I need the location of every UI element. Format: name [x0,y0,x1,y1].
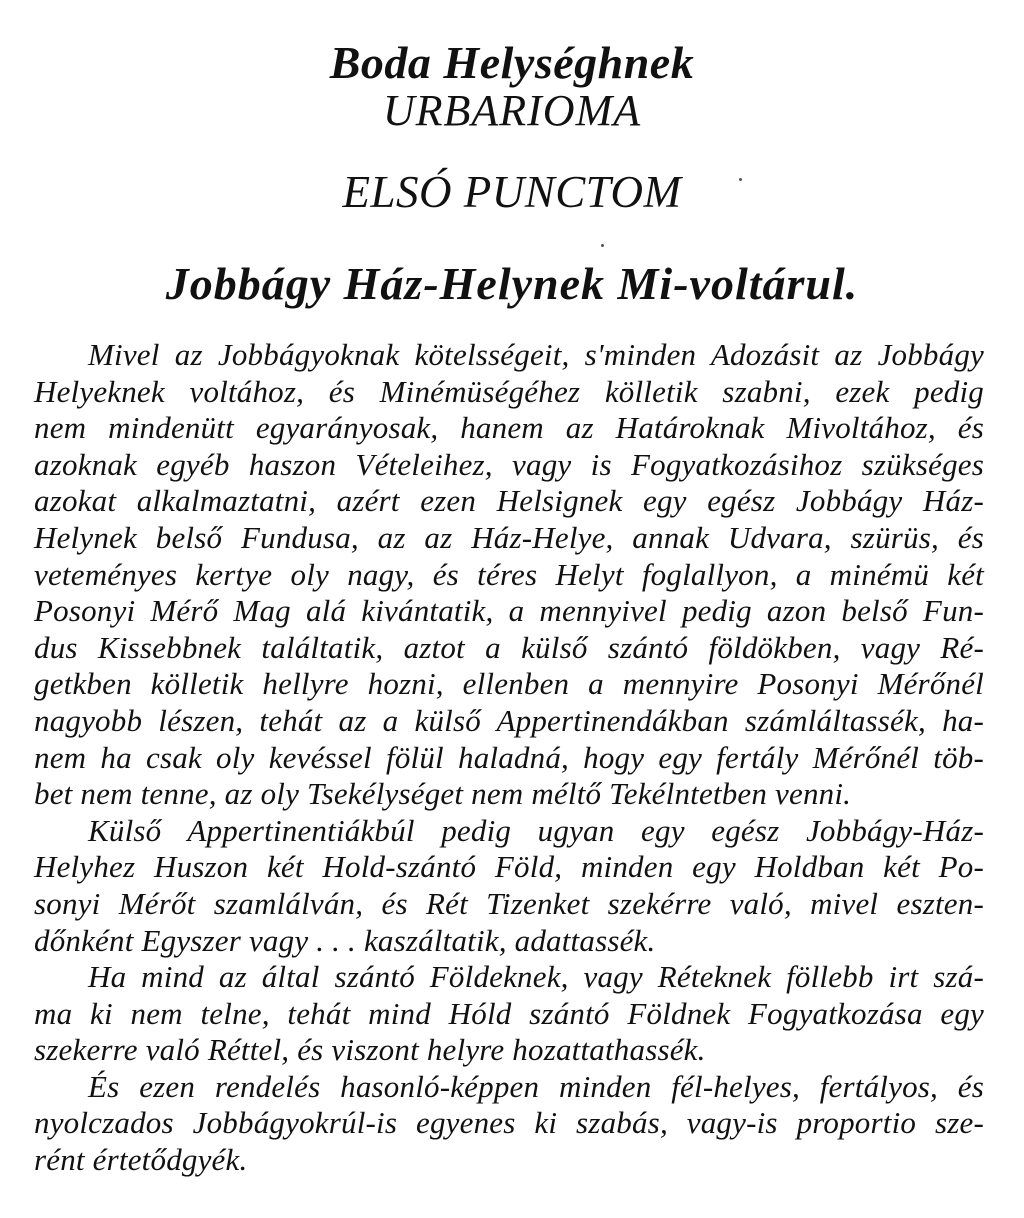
text-line: nagyobb lészen, tehát az a külső Appertinendákban számláltassék, ha- [34,702,984,738]
text-line: Helynek belső Fundusa, az az Ház-Helye, annak Udvara, szürüs, és [34,519,984,555]
text-line: Posonyi Mérő Mag alá kivántatik, a mennyivel pedig azon belső Fun- [34,593,984,629]
text-line: rént értetődgyék. [34,1142,248,1178]
text-line: Mivel az Jobbágyoknak kötelsségeit, s'minden Adozásit az Jobbágy [88,337,984,372]
text-line: nem mindenütt egyarányosak, hanem az Határoknak Mivoltához, és [34,410,984,446]
text-line: dus Kissebbnek találtatik, aztot a külső szántó földökben, vagy Ré- [34,629,984,665]
text-line: nyolczados Jobbágyokrúl-is egyenes ki szabás, vagy-is proportio sze- [34,1105,984,1141]
text-line: ma ki nem telne, tehát mind Hóld szántó Földnek Fogyatkozása egy [34,995,984,1031]
text-line: nem ha csak oly kevéssel fölül haladná, hogy egy fertály Mérőnél töb- [34,739,984,775]
scan-speck [739,178,742,181]
text-line: Helyhez Huszon két Hold-szántó Föld, minden egy Holdban két Po- [34,849,984,885]
text-line: Helyeknek voltához, és Minémüségéhez kölletik szabni, ezek pedig [34,373,984,409]
subject-heading: Jobbágy Ház-Helynek Mi-voltárul. [165,258,859,309]
text-line: dőnként Egyszer vagy . . . kaszáltatik, adattassék. [34,922,656,958]
text-line: szekerre való Réttel, és viszont helyre hozattathassék. [34,1032,706,1068]
text-line: azoknak egyéb haszon Vételeihez, vagy is Fogyatkozásihoz szükséges [34,446,984,482]
text-line: azokat alkalmaztatni, azért ezen Helsignek egy egész Jobbágy Ház- [34,483,984,519]
text-line: Külső Appertinentiákbúl pedig ugyan egy egész Jobbágy-Ház- [88,812,984,848]
text-line: És ezen rendelés hasonló-képpen minden fél-helyes, fertályos, és [88,1068,984,1104]
text-line: sonyi Mérőt szamlálván, és Rét Tizenket szekérre való, mivel eszten- [34,885,984,921]
body-text [34,337,984,1179]
text-line: veteményes kertye oly nagy, és téres Helyt foglallyon, a minémü két [34,556,984,592]
text-line: Ha mind az által szántó Földeknek, vagy Réteknek föllebb irt szá- [88,959,984,995]
scan-speck [601,244,604,247]
urbarium-heading: URBARIOMA [382,86,642,135]
text-line: bet nem tenne, az oly Tsekélységet nem méltő Tekélntetben venni. [34,776,852,812]
text-line: getkben kölletik hellyre hozni, ellenben a mennyire Posonyi Mérőnél [34,666,984,702]
section-heading: ELSÓ PUNCTOM [342,167,682,217]
document-title: Boda Helységhnek [329,37,695,88]
